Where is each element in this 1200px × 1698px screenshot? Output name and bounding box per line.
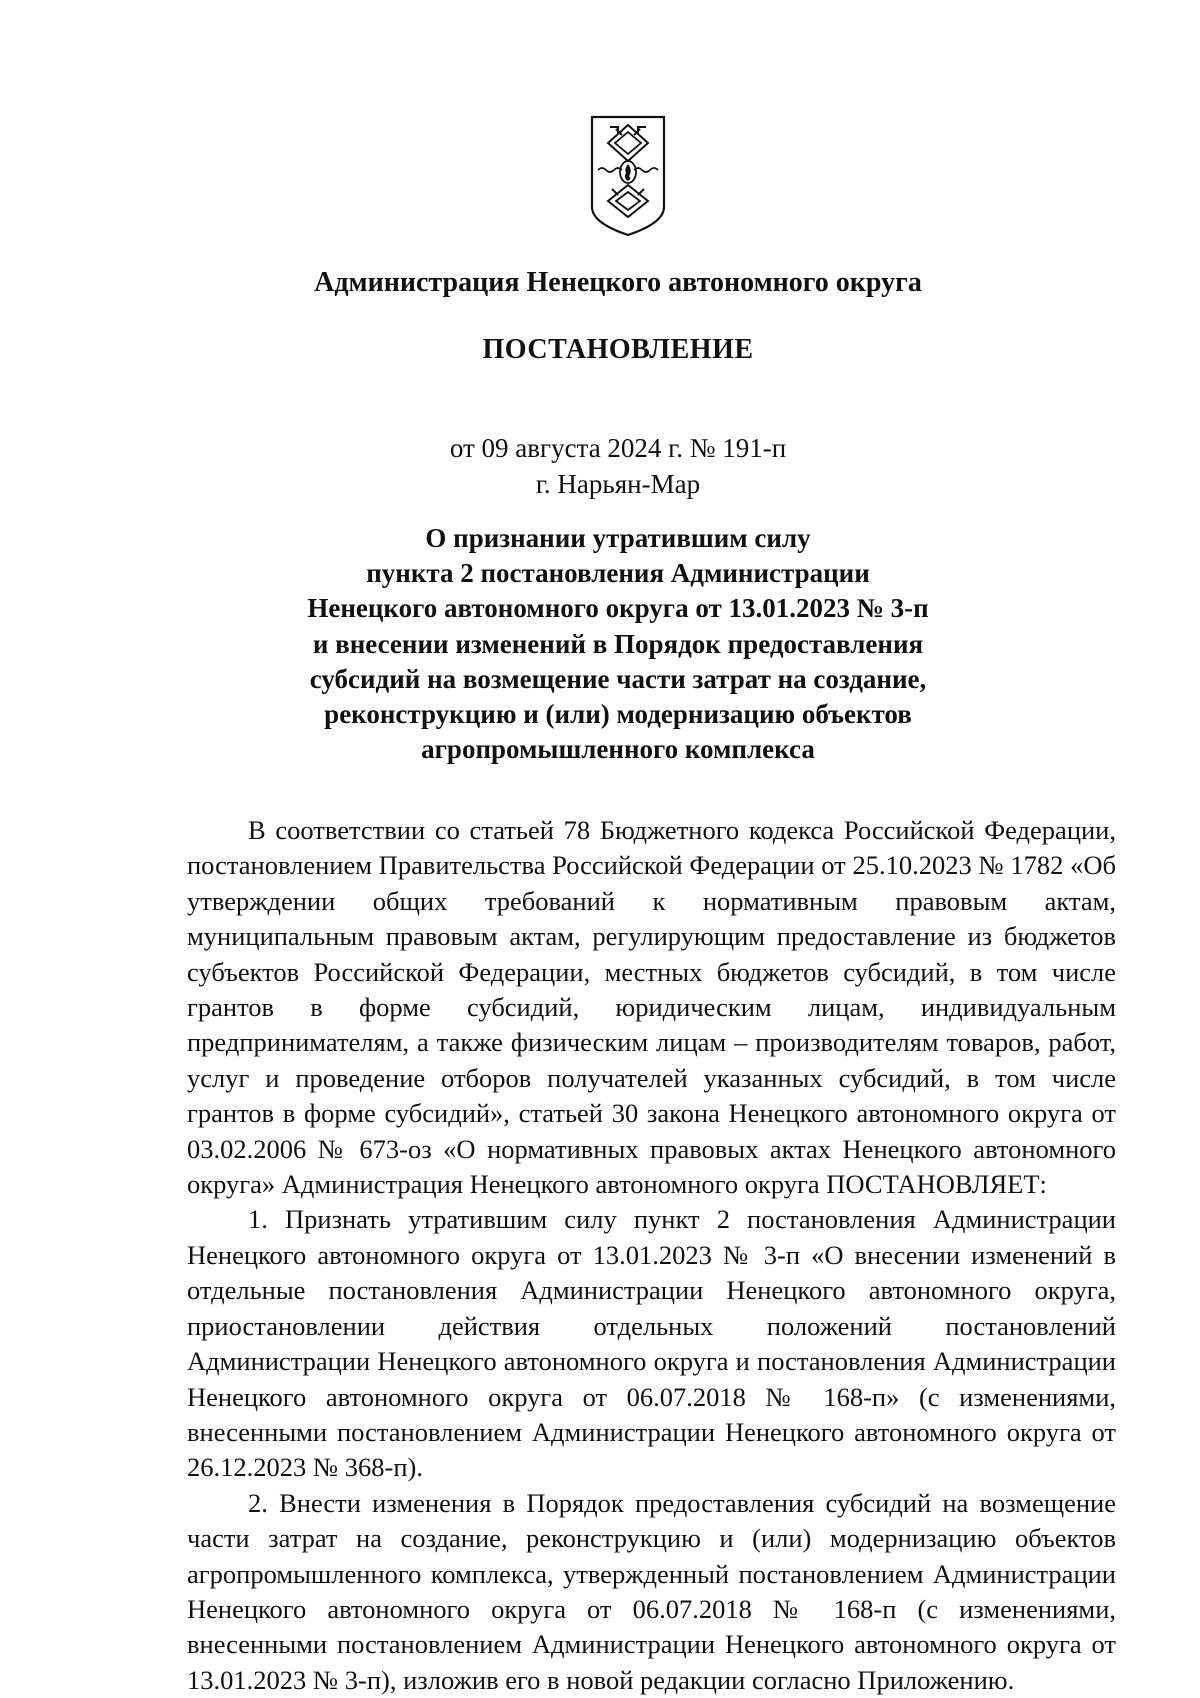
- document-type-title: ПОСТАНОВЛЕНИЕ: [482, 334, 754, 365]
- subject-line: субсидий на возмещение части затрат на создание,: [309, 663, 927, 694]
- subject-line: пункта 2 постановления Администрации: [366, 558, 870, 589]
- preamble-paragraph: В соответствии со статьей 78 Бюджетного кодекса Российской Федерации, постановлением Правительства Российской Федерации от 25.10.2023 № 1782 «Об утверждении общих требований к нормативным правовым актам, муниципальным правовым актам, регулирующим предоставление из бюджетов субъектов Российской Федерации, местных бюджетов субсидий, в том числе грантов в форме субсидий, юридическим лицам, индивидуальным предпринимателям, а также физическим лицам – производителям товаров, работ, услуг и проведение отборов получателей указанных субсидий, в том числе грантов в форме субсидий», статьей 30 закона Ненецкого автономного округа от 03.02.2006 № 673-оз «О нормативных правовых актах Ненецкого автономного округа» Администрация Ненецкого автономного округа ПОСТАНОВЛЯЕТ:: [187, 815, 1116, 1200]
- document-subject: [0, 521, 1200, 767]
- date-and-number: от 09 августа 2024 г. № 191-п: [449, 433, 787, 463]
- subject-line: реконструкцию и (или) модернизацию объектов: [324, 699, 912, 730]
- subject-line: Ненецкого автономного округа от 13.01.2023 № 3-п: [307, 593, 929, 624]
- document-meta: [0, 430, 1200, 502]
- subject-line: и внесении изменений в Порядок предоставления: [312, 628, 924, 659]
- clause-1-paragraph: 1. Признать утратившим силу пункт 2 постановления Администрации Ненецкого автономного округа от 13.01.2023 № 3-п «О внесении изменений в отдельные постановления Администрации Ненецкого автономного округа, приостановлении действия отдельных положений постановлений Администрации Ненецкого автономного округа и постановления Администрации Ненецкого автономного округа от 06.07.2018 № 168-п» (с изменениями, внесенными постановлением Администрации Ненецкого автономного округа от 26.12.2023 № 368-п).: [187, 1204, 1116, 1483]
- subject-line: агропромышленного комплекса: [421, 734, 815, 765]
- organization-name: Администрация Ненецкого автономного округа: [314, 267, 922, 298]
- clause-2-paragraph: 2. Внести изменения в Порядок предоставления субсидий на возмещение части затрат на создание, реконструкцию и (или) модернизацию объектов агропромышленного комплекса, утвержденный постановлением Администрации Ненецкого автономного округа от 06.07.2018 № 168-п (с изменениями, внесенными постановлением Администрации Ненецкого автономного округа от 13.01.2023 № 3-п), изложив его в новой редакции согласно Приложению.: [187, 1487, 1116, 1695]
- place-of-issue: г. Нарьян-Мар: [535, 469, 701, 499]
- subject-line: О признании утратившим силу: [425, 523, 811, 553]
- coat-of-arms-icon: [588, 115, 668, 237]
- document-body: [187, 813, 1116, 1698]
